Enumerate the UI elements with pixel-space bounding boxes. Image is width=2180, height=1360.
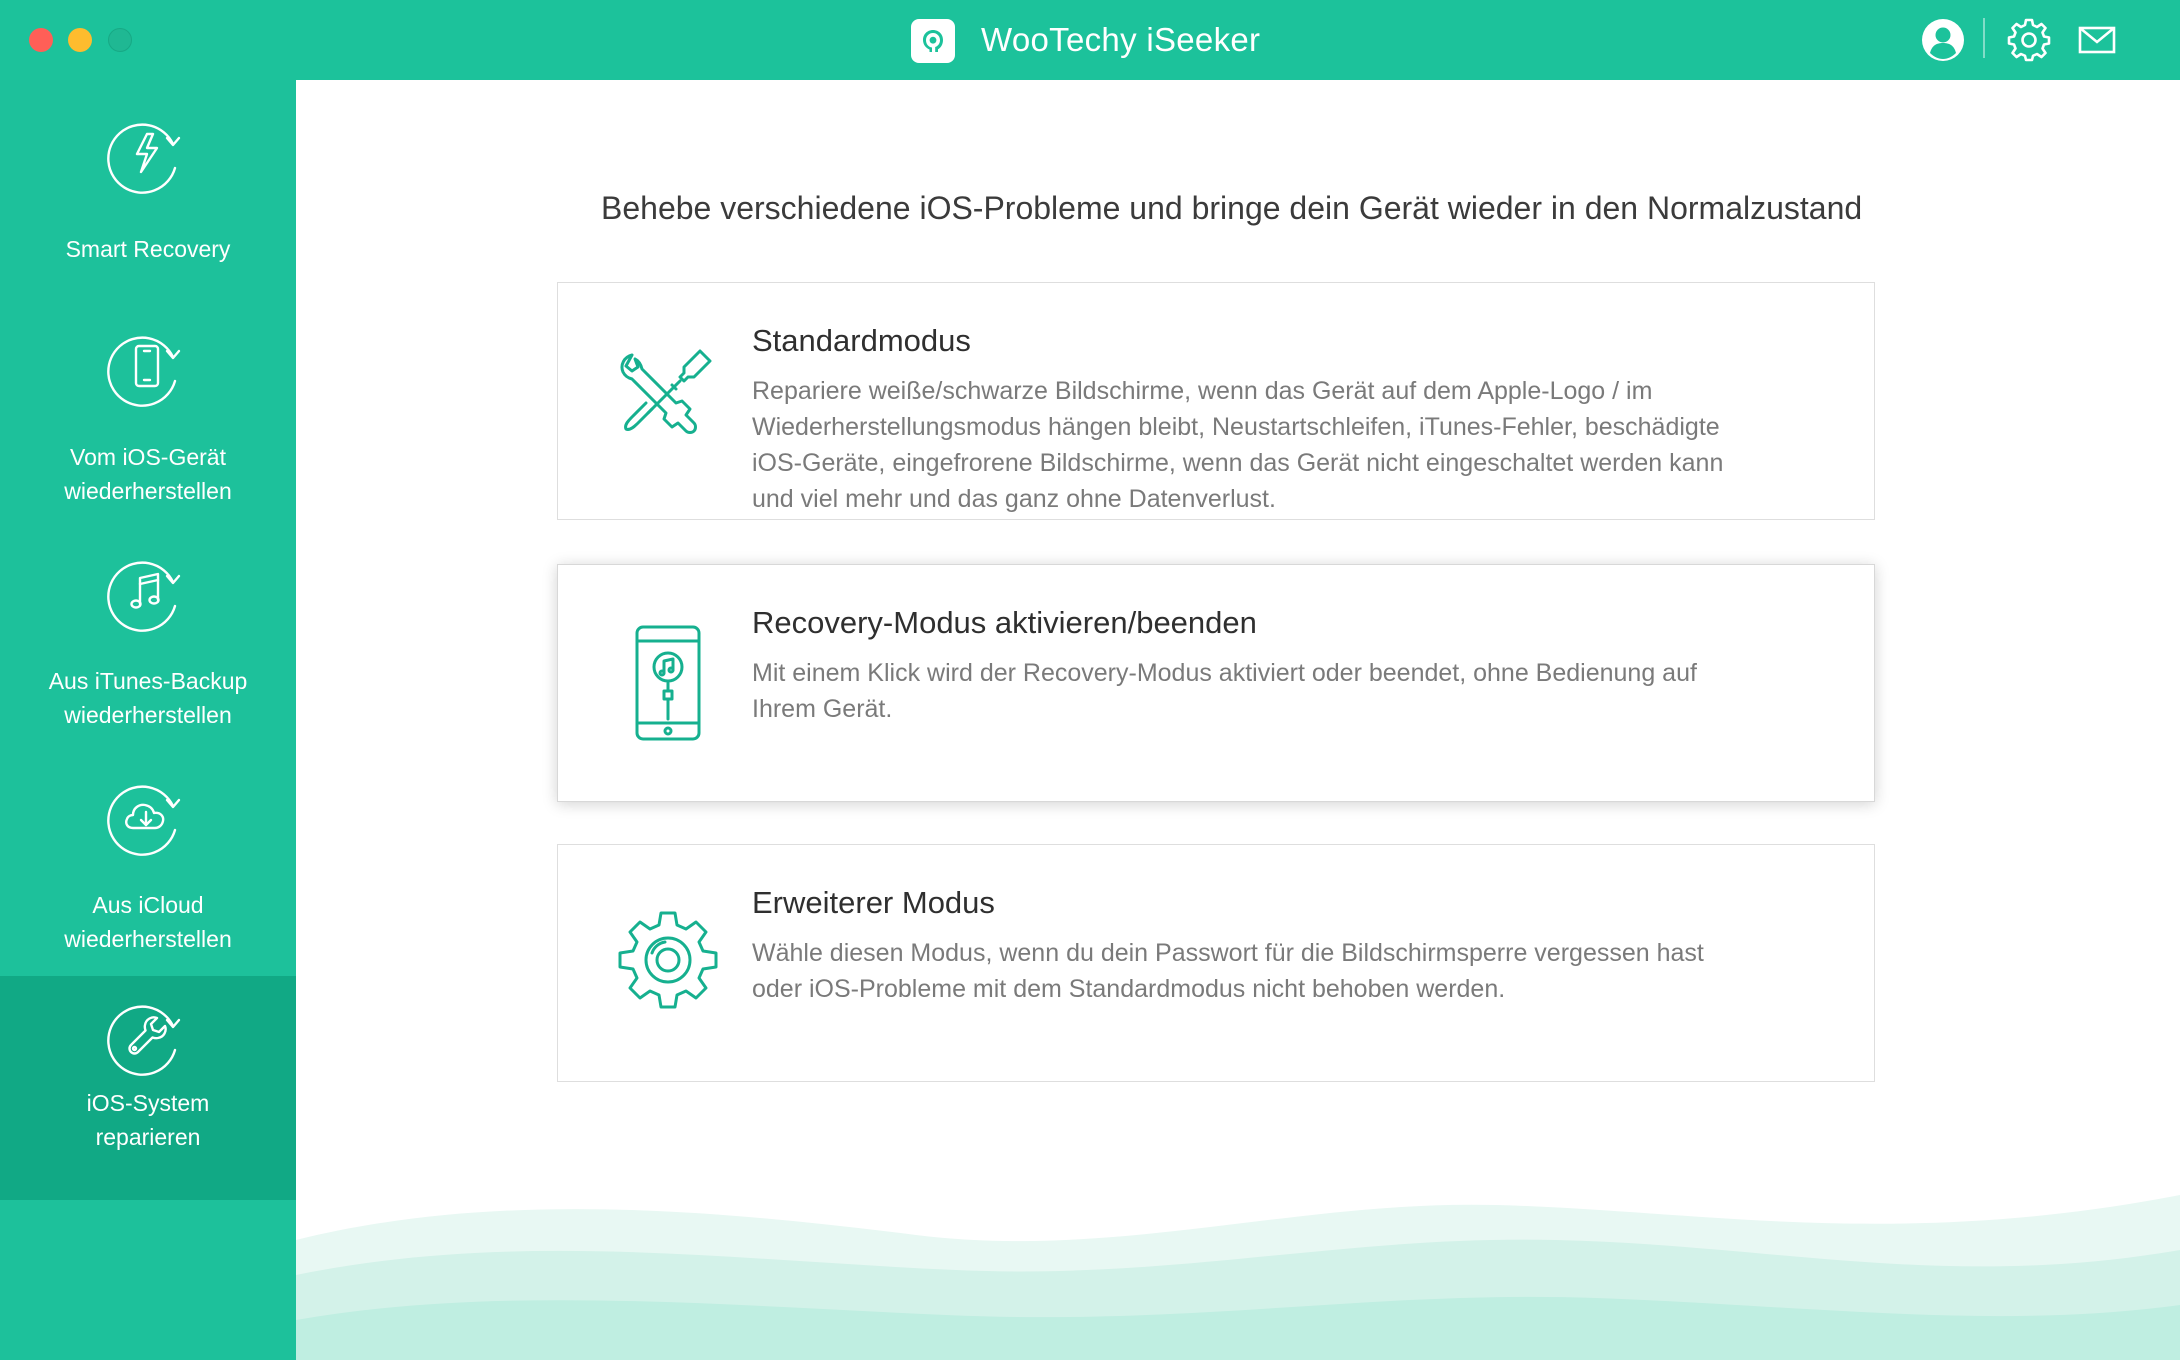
user-account-icon[interactable] <box>1920 17 1966 63</box>
sidebar-item-smart-recovery[interactable] <box>0 80 296 280</box>
sidebar-item-label: Vom iOS-Gerät <box>70 444 226 470</box>
title-bar <box>0 0 2180 80</box>
page-headline: Behebe verschiedene iOS-Probleme und bringe dein Gerät wieder in den Normalzustand <box>601 190 1863 226</box>
mode-card-description: Mit einem Klick wird der Recovery-Modus aktiviert oder beendet, ohne Bedienung auf Ihrem Gerät. <box>752 659 1697 723</box>
zoom-window-button[interactable] <box>108 28 132 52</box>
mode-card-recovery-mode[interactable] <box>557 564 1875 802</box>
decorative-waves <box>296 1180 2180 1360</box>
mode-card-title: Erweiterer Modus <box>752 885 995 920</box>
sidebar-item-label: wiederherstellen <box>64 478 232 504</box>
mode-card-standard[interactable] <box>557 282 1875 520</box>
sidebar-item-itunes-backup[interactable] <box>0 504 296 728</box>
sidebar-item-icloud[interactable] <box>0 728 296 952</box>
cloud-download-icon <box>103 772 193 862</box>
sidebar-item-label: wiederherstellen <box>64 926 232 952</box>
mode-card-title: Standardmodus <box>752 323 971 358</box>
sidebar-item-label: reparieren <box>95 1124 201 1150</box>
sidebar-item-label: Smart Recovery <box>65 236 231 262</box>
sidebar-item-label: wiederherstellen <box>64 702 232 728</box>
app-title: WooTechy iSeeker <box>981 21 1261 58</box>
wrench-repair-icon <box>103 992 193 1082</box>
tools-icon <box>608 333 728 453</box>
toolbar-divider <box>1983 18 1985 58</box>
mode-card-description: Wähle diesen Modus, wenn du dein Passwort für die Bildschirmsperre vergessen hast oder iOS-Probleme mit dem Standardmodus nicht behoben werden. <box>752 939 1704 1003</box>
mode-card-title: Recovery-Modus aktivieren/beenden <box>752 605 1257 640</box>
sidebar-item-label: Aus iTunes-Backup <box>48 668 248 694</box>
gear-advanced-icon <box>608 905 728 1025</box>
mode-card-description: Repariere weiße/schwarze Bildschirme, wenn das Gerät auf dem Apple-Logo / im Wiederherstellungsmodus hängen bleibt, Neustartschleifen, iTunes-Fehler, beschädigte iOS-Geräte, eingefrorene Bildschirme, wenn das Gerät nicht eingeschaltet werden kann und viel mehr und das ganz ohne Datenverlust. <box>752 377 1724 513</box>
sidebar-item-ios-device[interactable] <box>0 280 296 504</box>
app-logo-icon <box>911 19 955 63</box>
main-panel <box>296 80 2180 1360</box>
sidebar-item-ios-system-repair[interactable] <box>0 976 296 1200</box>
settings-gear-icon[interactable] <box>2006 17 2052 63</box>
minimize-window-button[interactable] <box>68 28 92 52</box>
close-window-button[interactable] <box>29 28 53 52</box>
phone-recovery-icon <box>103 323 193 413</box>
mode-card-advanced[interactable] <box>557 844 1875 1082</box>
smart-recovery-icon <box>103 110 193 200</box>
sidebar-item-label: Aus iCloud <box>92 892 204 918</box>
mail-icon[interactable] <box>2074 17 2120 63</box>
phone-itunes-cable-icon <box>608 623 728 743</box>
sidebar-item-label: iOS-System <box>86 1090 210 1116</box>
music-note-recovery-icon <box>103 548 193 638</box>
sidebar <box>0 80 296 1360</box>
